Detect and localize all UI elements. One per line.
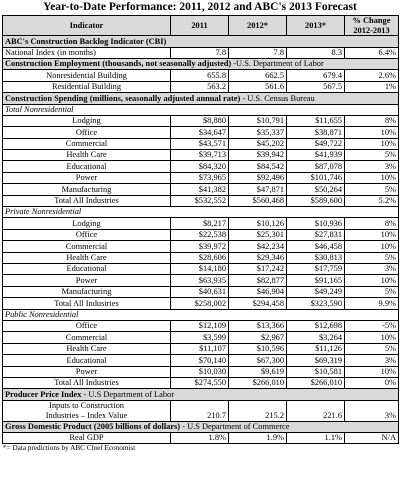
footnote: *= Data predictions by ABC Chief Economist [3,444,136,453]
value-2012: $84,542 [229,161,287,172]
value-2013: 567.5 [287,81,345,92]
subsection-private-nonresidential [3,207,399,218]
row-label: Real GDP [3,433,171,444]
header-indicator: Indicator [3,16,171,36]
value-2013: $11,655 [287,115,345,126]
value-2013: $11,126 [287,343,345,354]
value-2012: $294,458 [229,298,287,309]
value-change: 10% [345,241,399,252]
value-change: 10% [345,332,399,343]
value-2012: $35,337 [229,127,287,138]
section-gdp [3,421,399,432]
value-2011: $22,538 [171,229,229,240]
value-2011: $39,713 [171,150,229,161]
value-2011: $43,571 [171,138,229,149]
value-2012: $2,967 [229,332,287,343]
row-label: Residential Building [3,81,171,92]
performance-table [2,15,399,444]
value-2012: $45,202 [229,138,287,149]
value-2012: $67,300 [229,355,287,366]
section-ppi [3,389,399,400]
value-2013: $30,813 [287,252,345,263]
section-source: - U.S Department of Labor [81,389,175,399]
table-row [3,275,399,286]
value-change: 10% [345,172,399,183]
value-2011: $73,965 [171,172,229,183]
value-2013: 1.1% [287,433,345,444]
value-change: 8% [345,115,399,126]
row-label: Total All Industries [3,298,171,309]
row-label: Office [3,229,171,240]
section-source: -U.S. Department of Labor [231,59,324,69]
table-row [3,47,399,58]
header-2013: 2013* [287,16,345,36]
section-source: - U.S. Census Bureau [240,93,315,103]
table-row [3,241,399,252]
value-2012: 215.2 [229,400,287,421]
value-2013: $49,722 [287,138,345,149]
row-label: Power [3,366,171,377]
value-change: 5.2% [345,195,399,206]
row-label: Lodging [3,115,171,126]
table-row [3,252,399,263]
table-row [3,218,399,229]
value-2011: $10,030 [171,366,229,377]
value-2012: $266,010 [229,377,287,388]
table-row [3,195,399,206]
header-row [3,16,399,36]
value-2012: $82,877 [229,275,287,286]
section-title: Construction Employment (thousands, not seasonally adjusted) [5,59,232,69]
header-change-line2: 2012-2013 [353,25,390,35]
value-2013: $69,319 [287,355,345,366]
value-2011: $532,552 [171,195,229,206]
value-2012: 1.9% [229,433,287,444]
row-label: Power [3,172,171,183]
subsection-title: Total Nonresidential [3,104,399,115]
row-label [3,400,171,421]
value-2013: $41,939 [287,150,345,161]
value-change: 10% [345,275,399,286]
row-label: Office [3,127,171,138]
section-title: Gross Domestic Product (2005 billions of dollars) [5,422,181,432]
value-2012: $92,496 [229,172,287,183]
value-2013: $49,249 [287,286,345,297]
value-2012: $10,126 [229,218,287,229]
value-change: 5% [345,184,399,195]
row-label: Commercial [3,332,171,343]
value-2013: $323,590 [287,298,345,309]
value-2011: 563.2 [171,81,229,92]
header-change-line1: % Change [352,16,391,25]
value-2013: $3,264 [287,332,345,343]
value-2013: 8.3 [287,47,345,58]
section-source: - U.S Department of Commerce [180,422,290,432]
row-label: Commercial [3,241,171,252]
value-2011: $39,972 [171,241,229,252]
value-2011: $8,217 [171,218,229,229]
table-row [3,127,399,138]
value-2012: $560,468 [229,195,287,206]
row-label: Total All Industries [3,377,171,388]
value-2013: $12,698 [287,320,345,331]
header-2012: 2012* [229,16,287,36]
value-2012: $10,791 [229,115,287,126]
value-2011: $40,631 [171,286,229,297]
row-label: Nonresidential Building [3,70,171,81]
row-label: Educational [3,355,171,366]
table-row [3,355,399,366]
table-row [3,366,399,377]
table-row [3,70,399,81]
section-title: Construction Spending (millions, seasonally adjusted annual rate) [5,93,241,103]
value-2013: $27,831 [287,229,345,240]
value-2013: $50,264 [287,184,345,195]
value-2013: $91,165 [287,275,345,286]
value-2013: $101,746 [287,172,345,183]
value-change: 10% [345,229,399,240]
section-title: Producer Price Index [5,389,82,399]
row-label: Health Care [3,252,171,263]
table-row [3,184,399,195]
value-2013: $38,871 [287,127,345,138]
value-2012: 561.6 [229,81,287,92]
value-2013: $17,759 [287,264,345,275]
value-2013: $589,600 [287,195,345,206]
value-2012: $9,619 [229,366,287,377]
value-2013: $10,936 [287,218,345,229]
value-2011: 7.8 [171,47,229,58]
value-2012: $10,596 [229,343,287,354]
value-2011: $41,382 [171,184,229,195]
value-change: 10% [345,127,399,138]
value-change: 3% [345,355,399,366]
value-change: 5% [345,286,399,297]
value-2011: $11,107 [171,343,229,354]
value-change: 3% [345,400,399,421]
value-2011: $12,109 [171,320,229,331]
value-change: 2.6% [345,70,399,81]
value-change: 0% [345,377,399,388]
value-2011: 655.8 [171,70,229,81]
value-2011: 1.8% [171,433,229,444]
subsection-title: Private Nonresidential [3,207,399,218]
value-change: 9.9% [345,298,399,309]
section-title: ABC's Construction Backlog Indicator (CBI) [5,36,167,46]
row-label: Educational [3,264,171,275]
value-2012: $13,366 [229,320,287,331]
value-change: 5% [345,150,399,161]
value-2011: $258,002 [171,298,229,309]
value-change: 3% [345,161,399,172]
value-change: 5% [345,252,399,263]
row-label: Manufacturing [3,286,171,297]
table-row [3,298,399,309]
table-row [3,150,399,161]
table-row [3,81,399,92]
table-row [3,286,399,297]
value-2012: $25,301 [229,229,287,240]
header-2011: 2011 [171,16,229,36]
row-label-line2: Industries – Index Value [45,410,128,420]
row-label: Health Care [3,343,171,354]
table-row [3,332,399,343]
value-change: 1% [345,81,399,92]
value-2011: $14,180 [171,264,229,275]
table-row [3,320,399,331]
value-change: 5% [345,343,399,354]
value-2012: $29,346 [229,252,287,263]
table-row [3,115,399,126]
value-2011: $274,550 [171,377,229,388]
row-label: Health Care [3,150,171,161]
value-2011: $34,647 [171,127,229,138]
subsection-total-nonresidential [3,104,399,115]
value-2013: 221.6 [287,400,345,421]
row-label-line1: Inputs to Construction [49,401,124,411]
value-2012: $46,904 [229,286,287,297]
section-cbi [3,36,399,47]
value-change: 10% [345,138,399,149]
section-employment [3,58,399,69]
header-change [345,16,399,36]
table-row [3,264,399,275]
value-2012: 662.5 [229,70,287,81]
row-label: Educational [3,161,171,172]
value-change: N/A [345,433,399,444]
row-label: Manufacturing [3,184,171,195]
row-label: Total All Industries [3,195,171,206]
value-change: -5% [345,320,399,331]
table-row [3,343,399,354]
value-2013: 679.4 [287,70,345,81]
page-title: Year-to-Date Performance: 2011, 2012 and ABC's 2013 Forecast [43,1,357,13]
row-label: Commercial [3,138,171,149]
value-change: 10% [345,366,399,377]
row-label: Power [3,275,171,286]
value-change: 6.4% [345,47,399,58]
value-change: 3% [345,264,399,275]
value-2011: $84,320 [171,161,229,172]
value-2013: $10,581 [287,366,345,377]
table-row [3,400,399,421]
value-change: 8% [345,218,399,229]
table-row [3,172,399,183]
value-2013: $87,078 [287,161,345,172]
table-row [3,229,399,240]
value-2011: 210.7 [171,400,229,421]
value-2011: $3,599 [171,332,229,343]
value-2011: $70,140 [171,355,229,366]
value-2012: $17,242 [229,264,287,275]
value-2011: $8,880 [171,115,229,126]
section-spending [3,93,399,104]
row-label: Office [3,320,171,331]
value-2013: $46,458 [287,241,345,252]
value-2011: $63,935 [171,275,229,286]
subsection-title: Public Nonresidential [3,309,399,320]
value-2012: $47,871 [229,184,287,195]
value-2012: $39,942 [229,150,287,161]
value-2012: 7.8 [229,47,287,58]
subsection-public-nonresidential [3,309,399,320]
table-row [3,433,399,444]
table-row [3,377,399,388]
table-row [3,161,399,172]
row-label: National Index (in months) [3,47,171,58]
row-label: Lodging [3,218,171,229]
value-2012: $42,234 [229,241,287,252]
value-2011: $28,606 [171,252,229,263]
table-row [3,138,399,149]
value-2013: $266,010 [287,377,345,388]
